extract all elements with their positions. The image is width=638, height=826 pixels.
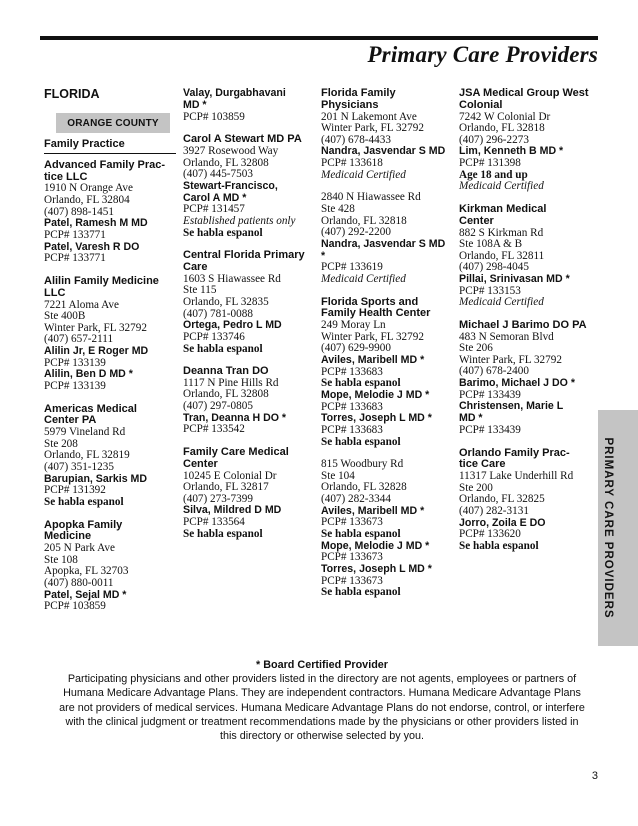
provider-name: * bbox=[321, 249, 326, 262]
practice-name-line: Medicine bbox=[44, 530, 92, 543]
practice-name bbox=[459, 448, 591, 472]
practice-name-line: tice LLC bbox=[44, 170, 88, 183]
provider-name: Mope, Melodie J MD * bbox=[321, 388, 430, 401]
provider-entry bbox=[321, 88, 453, 181]
note-line: Medicaid Certified bbox=[321, 272, 406, 285]
provider-name: Tran, Deanna H DO * bbox=[183, 411, 287, 424]
provider-entry bbox=[459, 204, 591, 309]
provider-name: Aviles, Maribell MD * bbox=[321, 353, 425, 366]
language-note: Se habla espanol bbox=[44, 496, 124, 509]
page-title: Primary Care Providers bbox=[367, 42, 598, 67]
note-line: Established patients only bbox=[183, 214, 296, 227]
pcp-number: PCP# 133746 bbox=[183, 330, 245, 343]
practice-name-line: Central Florida Primary bbox=[183, 249, 305, 262]
practice-name-line: Family Health Center bbox=[321, 307, 431, 320]
state-heading: FLORIDA bbox=[44, 87, 100, 101]
provider-name: MD * bbox=[183, 98, 207, 111]
provider-name: Patel, Sejal MD * bbox=[44, 588, 127, 601]
practice-name-line: Physicians bbox=[321, 98, 379, 111]
address-line: Ste 104 bbox=[321, 469, 355, 482]
practice-name-line: JSA Medical Group West bbox=[459, 87, 589, 99]
provider-entry bbox=[183, 88, 315, 123]
provider-name: Lim, Kenneth B MD * bbox=[459, 145, 564, 158]
pcp-number: PCP# 133439 bbox=[459, 424, 521, 437]
page-number: 3 bbox=[591, 770, 598, 782]
provider-entry bbox=[44, 520, 176, 613]
address-line: 205 N Park Ave bbox=[44, 542, 115, 555]
column-2 bbox=[183, 88, 315, 551]
address-line: 249 Moray Ln bbox=[321, 319, 386, 332]
practice-name bbox=[183, 250, 315, 274]
pcp-number: PCP# 131457 bbox=[183, 203, 245, 216]
pcp-number: PCP# 133683 bbox=[321, 365, 383, 378]
provider-entry bbox=[321, 297, 453, 449]
specialty-heading: Family Practice bbox=[44, 139, 176, 154]
practice-name: Carol A Stewart MD PA bbox=[183, 133, 302, 146]
address-line: 882 S Kirkman Rd bbox=[459, 226, 544, 239]
language-note: Se habla espanol bbox=[183, 527, 263, 540]
provider-name: Nandra, Jasvendar S MD bbox=[321, 237, 446, 250]
address-line: (407) 297-0805 bbox=[183, 400, 253, 413]
address-line: (407) 898-1451 bbox=[44, 205, 114, 218]
provider-entry bbox=[321, 459, 453, 599]
practice-name-line: Center bbox=[183, 457, 218, 470]
language-note: Age 18 and up bbox=[459, 168, 528, 181]
practice-name bbox=[44, 404, 176, 428]
provider-entry bbox=[183, 134, 315, 239]
provider-entry bbox=[459, 320, 591, 437]
address-line: (407) 282-3344 bbox=[321, 493, 391, 506]
provider-entry bbox=[44, 404, 176, 509]
address-line: Orlando, FL 32808 bbox=[183, 388, 269, 401]
address-line: Ste 400B bbox=[44, 310, 86, 323]
address-line: (407) 629-9900 bbox=[321, 342, 391, 355]
address-line: (407) 273-7399 bbox=[183, 492, 253, 505]
provider-name: Nandra, Jasvendar S MD bbox=[321, 145, 446, 158]
language-note: Se habla espanol bbox=[321, 377, 401, 390]
address-line: Winter Park, FL 32792 bbox=[44, 321, 147, 334]
practice-name-line: Family Care Medical bbox=[183, 446, 289, 459]
provider-name: Stewart-Francisco, bbox=[183, 179, 278, 192]
pcp-number: PCP# 133673 bbox=[321, 516, 383, 529]
provider-entry bbox=[321, 192, 453, 285]
address-line: Winter Park, FL 32792 bbox=[321, 122, 424, 135]
provider-name: Pillai, Srinivasan MD * bbox=[459, 272, 570, 285]
entry-list bbox=[44, 160, 176, 613]
provider-entry bbox=[44, 276, 176, 393]
provider-entry bbox=[183, 447, 315, 540]
footer bbox=[44, 658, 600, 743]
pcp-number: PCP# 103859 bbox=[183, 110, 245, 123]
county-heading: ORANGE COUNTY bbox=[56, 113, 170, 134]
pcp-number: PCP# 131398 bbox=[459, 157, 521, 170]
pcp-number: PCP# 133771 bbox=[44, 228, 106, 241]
provider-name: Aviles, Maribell MD * bbox=[321, 504, 425, 517]
provider-name: Carol A MD * bbox=[183, 191, 247, 204]
entry-list bbox=[321, 88, 453, 599]
practice-name-line: Center bbox=[459, 214, 494, 227]
practice-name bbox=[183, 447, 315, 471]
address-line: (407) 282-3131 bbox=[459, 505, 529, 518]
address-line: Ste 208 bbox=[44, 437, 78, 450]
practice-name bbox=[44, 160, 176, 184]
address-line: 11317 Lake Underhill Rd bbox=[459, 470, 574, 483]
address-line: Apopka, FL 32703 bbox=[44, 565, 129, 578]
language-note: Se habla espanol bbox=[183, 342, 263, 355]
address-line: (407) 880-0011 bbox=[44, 577, 114, 590]
address-line: Ste 108 bbox=[44, 553, 78, 566]
language-note: Se habla espanol bbox=[321, 528, 401, 541]
address-line: 10245 E Colonial Dr bbox=[183, 469, 277, 482]
address-line: 1603 S Hiawassee Rd bbox=[183, 272, 281, 285]
address-line: Orlando, FL 32811 bbox=[459, 249, 545, 262]
address-line: (407) 298-4045 bbox=[459, 261, 529, 274]
address-line: 1117 N Pine Hills Rd bbox=[183, 376, 279, 389]
pcp-number: PCP# 133673 bbox=[321, 551, 383, 564]
language-note: Se habla espanol bbox=[459, 540, 539, 553]
address-line: 2840 N Hiawassee Rd bbox=[321, 191, 421, 204]
side-tab bbox=[598, 410, 638, 646]
address-line: Orlando, FL 32818 bbox=[459, 122, 545, 135]
practice-name-line: Kirkman Medical bbox=[459, 202, 547, 215]
entry-list bbox=[459, 88, 591, 553]
note-line: Medicaid Certified bbox=[459, 296, 544, 309]
language-note: Se habla espanol bbox=[321, 586, 401, 599]
address-line: 7242 W Colonial Dr bbox=[459, 110, 551, 123]
address-line: (407) 657-2111 bbox=[44, 333, 114, 346]
provider-entry bbox=[183, 250, 315, 355]
practice-name-line: Americas Medical bbox=[44, 402, 137, 415]
address-line: Orlando, FL 32835 bbox=[183, 295, 269, 308]
address-line: Orlando, FL 32808 bbox=[183, 156, 269, 169]
pcp-number: PCP# 133542 bbox=[183, 423, 245, 436]
provider-name: Jorro, Zoila E DO bbox=[459, 516, 546, 529]
note-line: Medicaid Certified bbox=[459, 180, 544, 193]
provider-name: Alilin, Ben D MD * bbox=[44, 368, 133, 381]
address-line: 5979 Vineland Rd bbox=[44, 426, 126, 439]
address-line: 3927 Rosewood Way bbox=[183, 144, 279, 157]
column-1 bbox=[44, 88, 176, 624]
practice-name bbox=[44, 276, 176, 300]
address-line: (407) 678-4433 bbox=[321, 133, 391, 146]
provider-name: Barimo, Michael J DO * bbox=[459, 377, 575, 390]
provider-name: Barupian, Sarkis MD bbox=[44, 472, 148, 485]
provider-name: Valay, Durgabhavani bbox=[183, 87, 286, 99]
pcp-number: PCP# 133673 bbox=[321, 574, 383, 587]
provider-name: Torres, Joseph L MD * bbox=[321, 563, 432, 575]
address-line: Ste 115 bbox=[183, 284, 217, 297]
address-line: Winter Park, FL 32792 bbox=[459, 353, 562, 366]
pcp-number: PCP# 133771 bbox=[44, 252, 106, 265]
address-line: Ste 206 bbox=[459, 342, 493, 355]
address-line: (407) 296-2273 bbox=[459, 133, 529, 146]
column-3 bbox=[321, 88, 453, 610]
provider-entry bbox=[183, 366, 315, 436]
language-note: Se habla espanol bbox=[183, 226, 263, 239]
address-line: 1910 N Orange Ave bbox=[44, 182, 133, 195]
pcp-number: PCP# 133153 bbox=[459, 284, 521, 297]
pcp-number: PCP# 133683 bbox=[321, 400, 383, 413]
top-rule bbox=[40, 36, 598, 40]
practice-name-line: tice Care bbox=[459, 458, 506, 471]
address-line: Orlando, FL 32817 bbox=[183, 481, 269, 494]
address-line: (407) 678-2400 bbox=[459, 365, 529, 378]
provider-entry bbox=[459, 88, 591, 193]
practice-name bbox=[321, 297, 453, 321]
pcp-number: PCP# 133139 bbox=[44, 380, 106, 393]
address-line: (407) 292-2200 bbox=[321, 226, 391, 239]
pcp-number: PCP# 133618 bbox=[321, 157, 383, 170]
address-line: 7221 Aloma Ave bbox=[44, 298, 119, 311]
practice-name-line: Care bbox=[183, 260, 208, 273]
pcp-number: PCP# 103859 bbox=[44, 600, 106, 613]
pcp-number: PCP# 133620 bbox=[459, 528, 521, 541]
address-line: Orlando, FL 32804 bbox=[44, 193, 130, 206]
practice-name bbox=[459, 320, 591, 332]
practice-name-line: LLC bbox=[44, 286, 66, 299]
practice-name-line: Michael J Barimo DO PA bbox=[459, 318, 587, 331]
provider-entry bbox=[44, 160, 176, 265]
practice-name-line: Center PA bbox=[44, 414, 97, 427]
provider-name: Patel, Ramesh M MD bbox=[44, 217, 148, 230]
pcp-number: PCP# 133439 bbox=[459, 388, 521, 401]
pcp-number: PCP# 133564 bbox=[183, 516, 245, 529]
provider-name: Christensen, Marie L bbox=[459, 400, 564, 413]
practice-name-line: Alilin Family Medicine bbox=[44, 274, 159, 287]
practice-name bbox=[459, 88, 591, 112]
note-line: Medicaid Certified bbox=[321, 168, 406, 181]
address-line: (407) 351-1235 bbox=[44, 461, 114, 474]
practice-name-line: Orlando Family Prac- bbox=[459, 446, 570, 459]
side-tab-label: PRIMARY CARE PROVIDERS bbox=[602, 437, 614, 619]
provider-name: Mope, Melodie J MD * bbox=[321, 539, 430, 552]
address-line: Orlando, FL 32828 bbox=[321, 481, 407, 494]
practice-name bbox=[321, 88, 453, 112]
practice-name bbox=[44, 520, 176, 544]
practice-name-line: Colonial bbox=[459, 98, 503, 111]
entry-list bbox=[183, 88, 315, 540]
provider-name: Ortega, Pedro L MD bbox=[183, 319, 282, 332]
address-line: (407) 445-7503 bbox=[183, 168, 253, 181]
pcp-number: PCP# 133139 bbox=[44, 356, 106, 369]
practice-name-line: Deanna Tran DO bbox=[183, 365, 269, 378]
address-line: Orlando, FL 32825 bbox=[459, 493, 545, 506]
provider-name: Silva, Mildred D MD bbox=[183, 504, 282, 517]
address-line: Ste 428 bbox=[321, 202, 355, 215]
practice-name bbox=[459, 204, 591, 228]
address-line: Orlando, FL 32819 bbox=[44, 449, 130, 462]
practice-name-line: Apopka Family bbox=[44, 518, 123, 531]
practice-name-line: Florida Family bbox=[321, 87, 396, 99]
address-line: Orlando, FL 32818 bbox=[321, 214, 407, 227]
practice-name-line: Florida Sports and bbox=[321, 295, 419, 308]
pcp-number: PCP# 131392 bbox=[44, 484, 106, 497]
board-certified-footnote: * Board Certified Provider bbox=[256, 659, 388, 671]
pcp-number: PCP# 133619 bbox=[321, 261, 383, 274]
address-line: 815 Woodbury Rd bbox=[321, 458, 404, 471]
provider-name: MD * bbox=[459, 412, 483, 425]
disclaimer-text: Participating physicians and other providers listed in the directory are not agents, employees or partners of Humana Medicare Advantage Plans. They are independent contractors. Humana Medicare Advantage Plans are not providers of medical services. Humana Medicare Advantage Plans do not endorse, control, or interfere with the clinical judgment or treatment recommendations made by the physicians or other providers listed in this directory or otherwise selected by you. bbox=[59, 673, 585, 743]
provider-name: Alilin Jr, E Roger MD bbox=[44, 344, 149, 357]
provider-name: Patel, Varesh R DO bbox=[44, 240, 140, 253]
provider-name: Torres, Joseph L MD * bbox=[321, 412, 432, 425]
language-note: Se habla espanol bbox=[321, 435, 401, 448]
address-line: 483 N Semoran Blvd bbox=[459, 330, 554, 343]
pcp-number: PCP# 133683 bbox=[321, 424, 383, 437]
address-line: (407) 781-0088 bbox=[183, 307, 253, 320]
address-line: Ste 200 bbox=[459, 481, 493, 494]
practice-name-line: Advanced Family Prac- bbox=[44, 158, 166, 171]
provider-entry bbox=[459, 448, 591, 553]
address-line: Winter Park, FL 32792 bbox=[321, 330, 424, 343]
column-4 bbox=[459, 88, 591, 564]
address-line: Ste 108A & B bbox=[459, 238, 523, 251]
address-line: 201 N Lakemont Ave bbox=[321, 110, 417, 123]
